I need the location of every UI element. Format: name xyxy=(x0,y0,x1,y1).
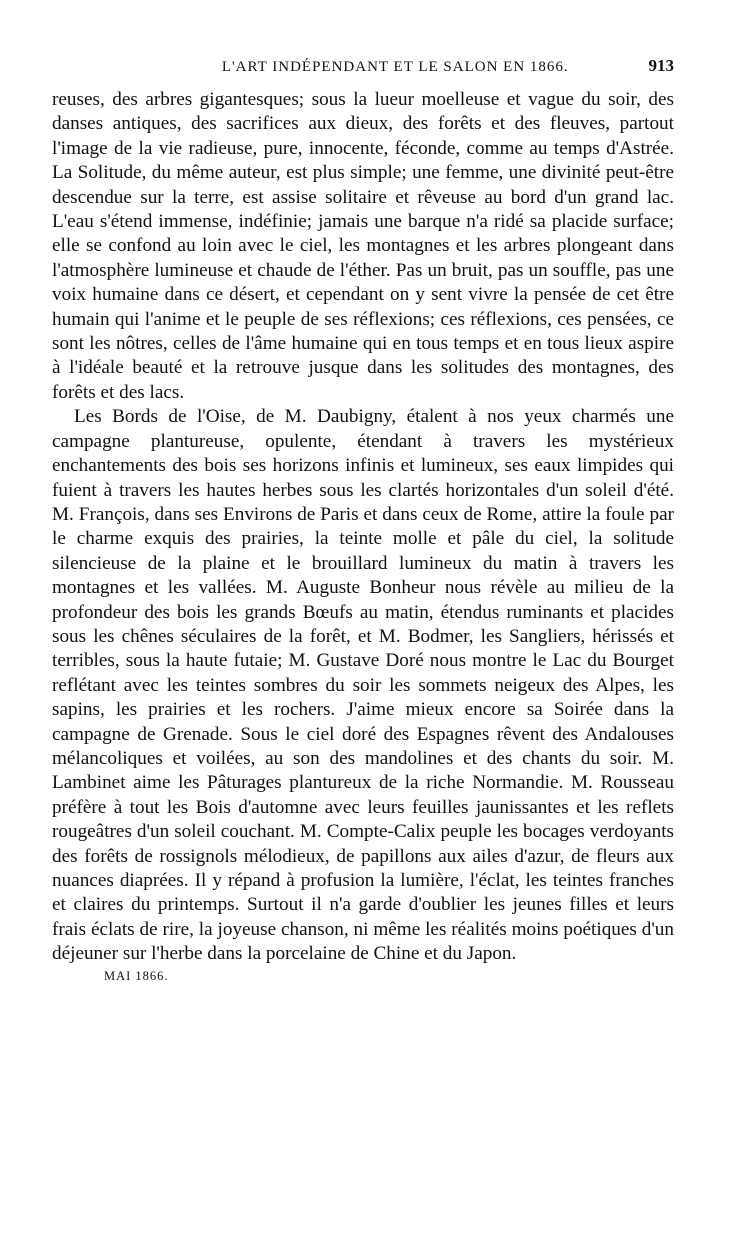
running-head xyxy=(52,56,674,88)
issue-date-signature: MAI 1866. xyxy=(104,968,169,983)
running-head-title: L'ART INDÉPENDANT ET LE SALON EN 1866. xyxy=(221,59,569,75)
book-page xyxy=(52,56,674,984)
body-text xyxy=(52,88,674,967)
paragraph-solitude: reuses, des arbres gigantesques; sous la lueur moelleuse et vague du soir, des danses antiques, des sacrifices aux dieux, des forêts et des fleuves, partout l'image de la vie radieuse, pure, innocente, féconde, comme au temps d'Astrée. La Solitude, du même auteur, est plus simple; une femme, une divinité peut-être descendue sur la terre, est assise solitaire et rêveuse au bord d'un grand lac. L'eau s'étend immense, indéfinie; jamais une barque n'a ridé sa placide surface; elle se confond au loin avec le ciel, les montagnes et les arbres plongeant dans l'atmosphère lumineuse et chaude de l'éther. Pas un bruit, pas un souffle, pas une voix humaine dans ce désert, et cependant on y sent vivre la pensée de cet être humain qui l'anime et le peuple de ses réflexions; ces réflexions, ces pensées, ce sont les nôtres, celles de l'âme humaine qui en tous temps et en tous lieux aspire à l'idéale beauté et la retrouve jusque dans les solitudes des montagnes, des forêts et des lacs. xyxy=(52,89,674,403)
page-number: 913 xyxy=(648,56,674,75)
paragraph-landscapes: Les Bords de l'Oise, de M. Daubigny, étalent à nos yeux charmés une campagne plantureuse, opulente, étendant à travers les mystérieux enchantements des bois ses horizons infinis et lumineux, ses eaux limpides qui fuient à travers les hautes herbes sous les clartés horizontales d'un soleil d'été. M. François, dans ses Environs de Paris et dans ceux de Rome, attire la foule par le charme exquis des prairies, la teinte molle et pâle du ciel, la solitude silencieuse de la plaine et le brouillard lumineux du matin à travers les montagnes et les vallées. M. Auguste Bonheur nous révèle au milieu de la profondeur des bois les grands Bœufs au matin, étendus ruminants et placides sous les chênes séculaires de la forêt, et M. Bodmer, les Sangliers, hérissés et terribles, sous la haute futaie; M. Gustave Doré nous montre le Lac du Bourget reflétant avec les teintes sombres du soir les sommets neigeux des Alpes, les sapins, les prairies et les rochers. J'aime mieux encore sa Soirée dans la campagne de Grenade. Sous le ciel doré des Espagnes rêvent des Andalouses mélancoliques et voilées, au son des mandolines et des chants du soir. M. Lambinet aime les Pâturages plantureux de la riche Normandie. M. Rousseau préfère à tout les Bois d'automne avec leurs feuilles jaunissantes et les reflets rougeâtres d'un soleil couchant. M. Compte-Calix peuple les bocages verdoyants des forêts de rossignols mélodieux, de papillons aux ailes d'azur, de fleurs aux nuances diaprées. Il y répand à profusion la lumière, l'éclat, les teintes franches et claires du printemps. Surtout il n'a garde d'oublier les jeunes filles et leurs frais éclats de rire, la joyeuse chanson, ni même les réalités moins poétiques d'un déjeuner sur l'herbe dans la porcelaine de Chine et du Japon. xyxy=(52,406,674,965)
